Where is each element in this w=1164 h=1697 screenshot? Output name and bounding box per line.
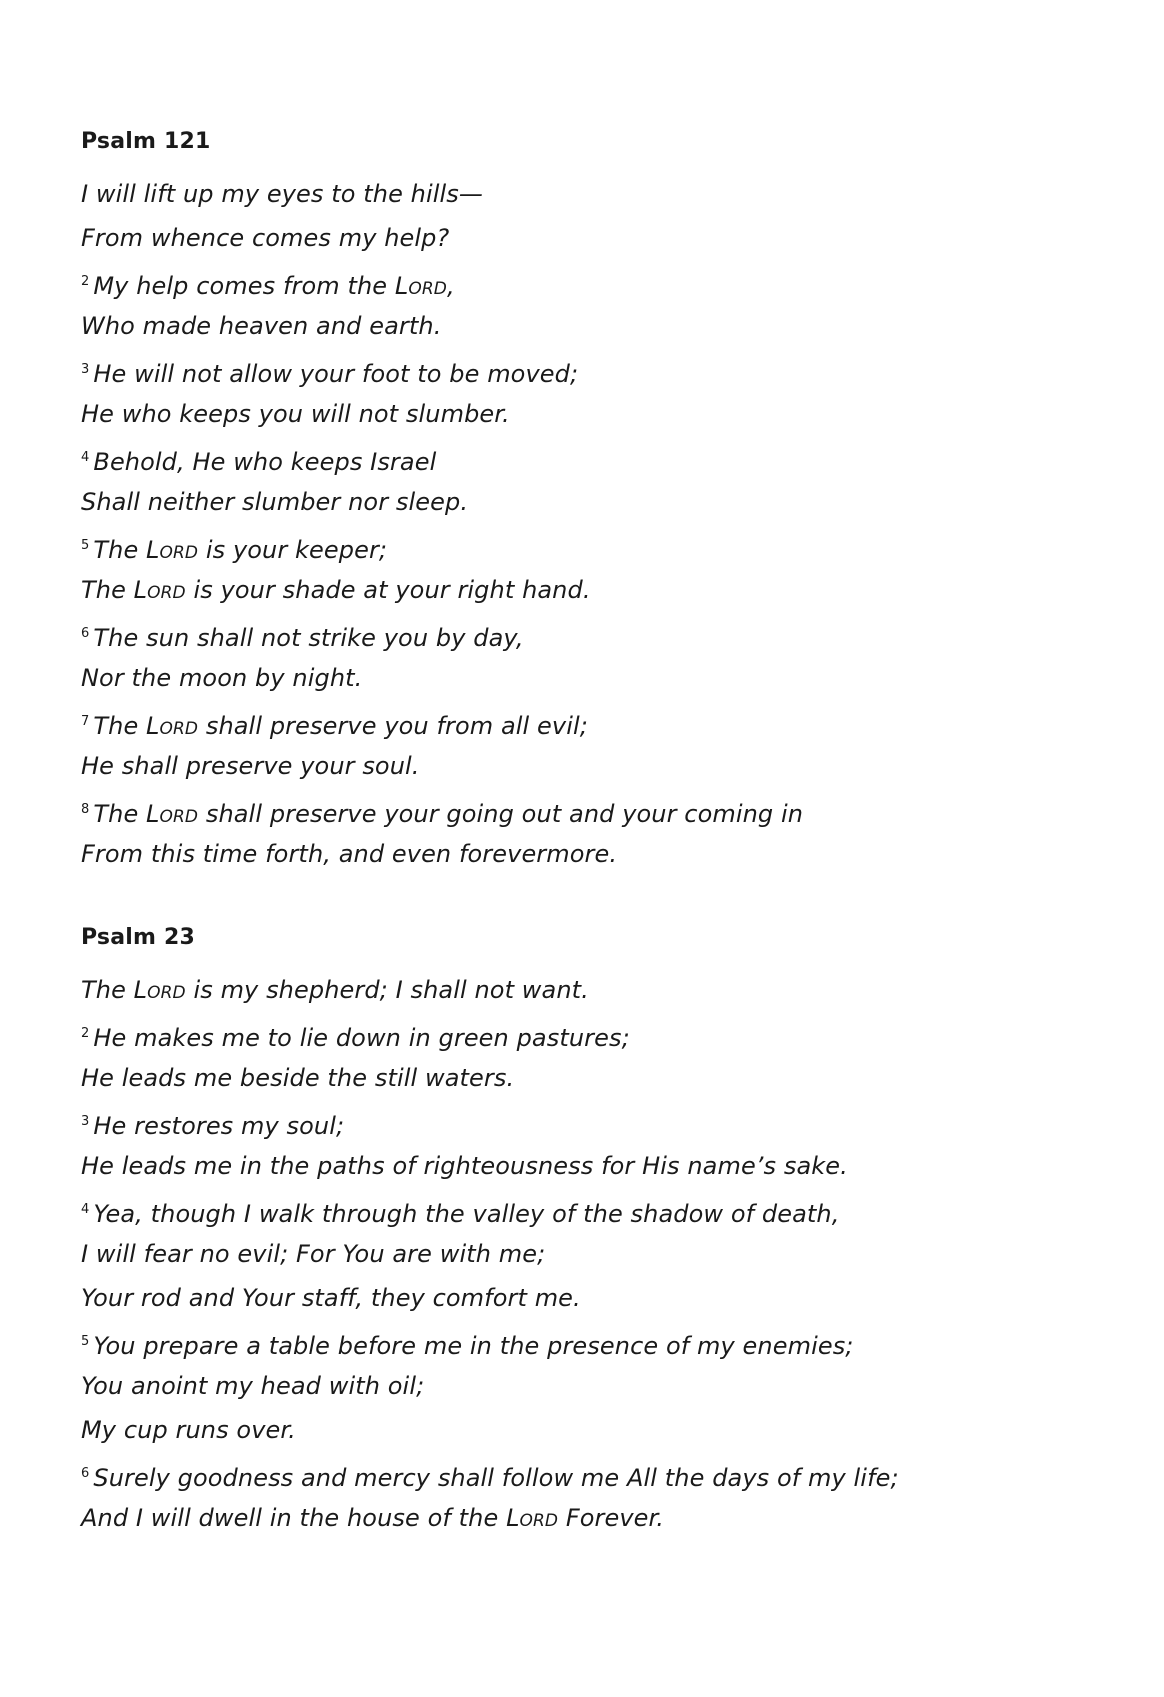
verse-text: The Lord shall preserve your going out and your coming in <box>93 800 804 828</box>
verse-text: He shall preserve your soul. <box>81 752 420 780</box>
verse-text: And I will dwell in the house of the Lord Forever. <box>81 1504 665 1532</box>
verse-line <box>81 1320 1081 1364</box>
verse-number: 4 <box>81 1202 90 1217</box>
verse-text: The Lord is your keeper; <box>93 536 388 564</box>
verse-line <box>81 304 1081 348</box>
verse-line <box>81 968 1081 1012</box>
verse-text: My help comes from the Lord, <box>93 272 455 300</box>
verse-line <box>81 1364 1081 1408</box>
verse-text: He who keeps you will not slumber. <box>81 400 510 428</box>
verse-line <box>81 1188 1081 1232</box>
verse-text: From this time forth, and even forevermore. <box>81 840 618 868</box>
verse-number: 5 <box>81 538 90 553</box>
verse-text: You prepare a table before me in the presence of my enemies; <box>93 1332 854 1360</box>
verse-number: 4 <box>81 450 90 465</box>
psalm-title: Psalm 23 <box>81 925 196 950</box>
verse-line <box>81 1408 1081 1452</box>
verse-number: 3 <box>81 362 90 377</box>
verse-text: He restores my soul; <box>93 1112 345 1140</box>
verse-number: 6 <box>81 626 90 641</box>
verse-line <box>81 1496 1081 1540</box>
verse-text: My cup runs over. <box>81 1416 296 1444</box>
verse-line <box>81 788 1081 832</box>
verse-text: The Lord is your shade at your right hand. <box>81 576 591 604</box>
verse-text: Shall neither slumber nor sleep. <box>81 488 469 516</box>
verse-number: 7 <box>81 714 90 729</box>
verse-line <box>81 260 1081 304</box>
verse-line <box>81 436 1081 480</box>
verse-text: Behold, He who keeps Israel <box>93 448 437 476</box>
verse-line <box>81 480 1081 524</box>
verse-text: He will not allow your foot to be moved; <box>93 360 579 388</box>
psalm-title: Psalm 121 <box>81 129 211 154</box>
verse-line <box>81 216 1081 260</box>
psalm-section <box>81 128 1081 876</box>
verse-text: He leads me beside the still waters. <box>81 1064 515 1092</box>
verse-line <box>81 656 1081 700</box>
verse-text: He leads me in the paths of righteousness for His name’s sake. <box>81 1152 848 1180</box>
verse-text: You anoint my head with oil; <box>81 1372 425 1400</box>
verse-text: From whence comes my help? <box>81 224 450 252</box>
verse-number: 2 <box>81 274 90 289</box>
psalm-section <box>81 924 1081 1540</box>
verse-number: 8 <box>81 802 90 817</box>
verse-text: He makes me to lie down in green pastures; <box>93 1024 630 1052</box>
verse-number: 3 <box>81 1114 90 1129</box>
verse-line <box>81 524 1081 568</box>
verse-text: I will lift up my eyes to the hills— <box>81 180 484 208</box>
verse-line <box>81 1012 1081 1056</box>
verse-number: 2 <box>81 1026 90 1041</box>
verse-text: I will fear no evil; For You are with me; <box>81 1240 546 1268</box>
verse-text: Yea, though I walk through the valley of the shadow of death, <box>93 1200 840 1228</box>
verse-line <box>81 1276 1081 1320</box>
verse-line <box>81 832 1081 876</box>
verse-number: 6 <box>81 1466 90 1481</box>
verse-line <box>81 744 1081 788</box>
verse-line <box>81 1232 1081 1276</box>
verse-line <box>81 700 1081 744</box>
verse-number: 5 <box>81 1334 90 1349</box>
verse-line <box>81 1056 1081 1100</box>
verse-line <box>81 348 1081 392</box>
verse-line <box>81 1144 1081 1188</box>
verse-line <box>81 568 1081 612</box>
verse-line <box>81 1100 1081 1144</box>
verse-line <box>81 392 1081 436</box>
document-page <box>81 128 1081 1540</box>
verse-text: The sun shall not strike you by day, <box>93 624 524 652</box>
verse-text: Nor the moon by night. <box>81 664 363 692</box>
verse-text: Who made heaven and earth. <box>81 312 442 340</box>
verse-line <box>81 172 1081 216</box>
verse-text: The Lord shall preserve you from all evil; <box>93 712 588 740</box>
verse-text: Your rod and Your staff, they comfort me. <box>81 1284 581 1312</box>
verse-text: The Lord is my shepherd; I shall not want. <box>81 976 589 1004</box>
verse-line <box>81 612 1081 656</box>
verse-line <box>81 1452 1081 1496</box>
verse-text: Surely goodness and mercy shall follow me All the days of my life; <box>93 1464 899 1492</box>
